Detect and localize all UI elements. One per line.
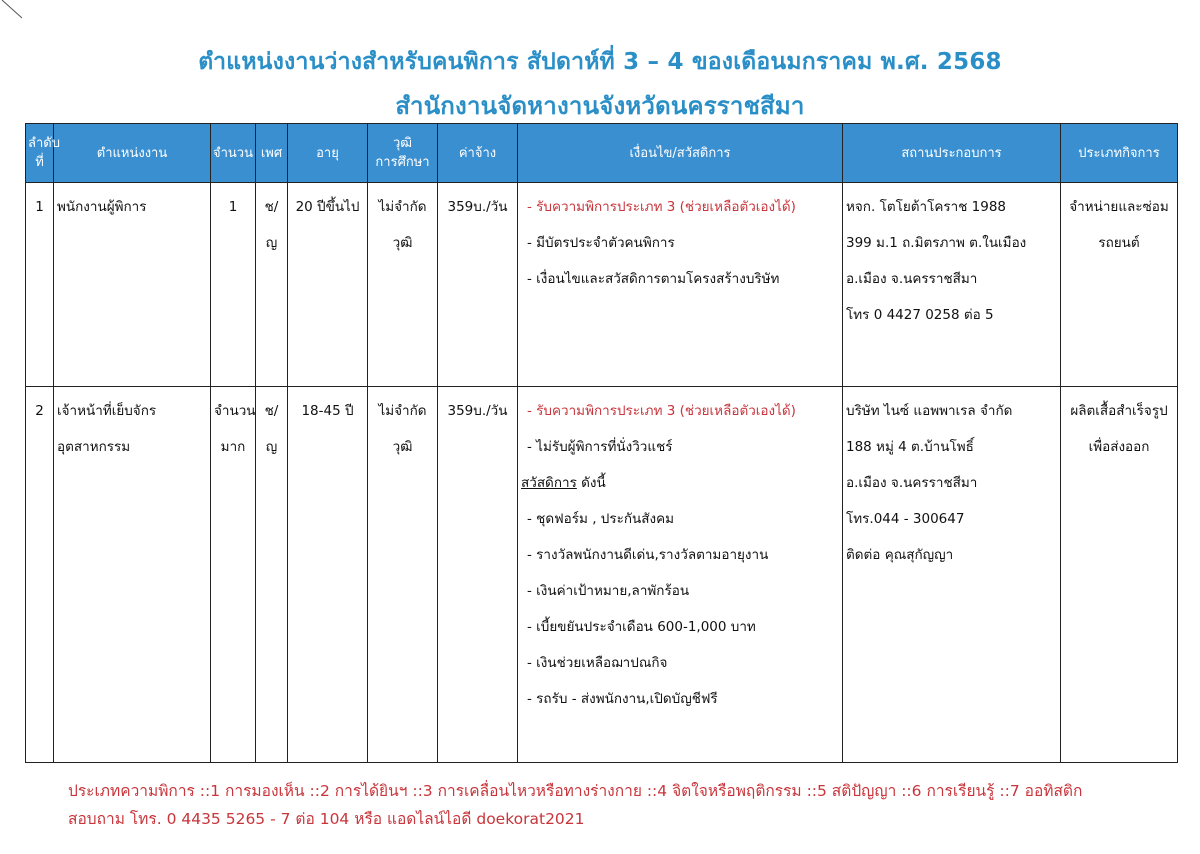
employer-name: บริษัท ไนซ์ แอพพาเรล จำกัด	[846, 403, 1013, 419]
employer-address: อ.เมือง จ.นครราชสีมา	[846, 475, 978, 491]
header-wage: ค่าจ้าง	[438, 124, 518, 183]
cell-wage: 359บ./วัน	[438, 183, 518, 387]
condition-item: - เงื่อนไขและสวัสดิการตามโครงสร้างบริษัท	[527, 271, 780, 287]
cell-conditions	[518, 387, 843, 763]
cell-position: พนักงานผู้พิการ	[54, 183, 211, 387]
benefits-heading: สวัสดิการ ดังนี้	[521, 475, 606, 491]
scan-corner-mark	[0, 0, 40, 30]
header-gender: เพศ	[256, 124, 288, 183]
employer-name: หจก. โตโยต้าโคราช 1988	[846, 199, 1007, 215]
benefit-item: - รางวัลพนักงานดีเด่น,รางวัลตามอายุงาน	[527, 547, 769, 563]
header-business: ประเภทกิจการ	[1061, 124, 1178, 183]
cell-no: 1	[26, 183, 54, 387]
benefit-item: - เงินค่าเป้าหมาย,ลาพักร้อน	[527, 583, 690, 599]
cell-gender: ช/ญ	[256, 387, 288, 763]
cell-business: จำหน่ายและซ่อม รถยนต์	[1061, 183, 1178, 387]
employer-address: อ.เมือง จ.นครราชสีมา	[846, 271, 978, 287]
employer-contact: ติดต่อ คุณสุกัญญา	[846, 547, 954, 563]
cell-age: 20 ปีขึ้นไป	[288, 183, 368, 387]
disability-type-legend: ประเภทความพิการ ::1 การมองเห็น ::2 การได้ยินฯ ::3 การเคลื่อนไหวหรือทางร่างกาย ::4 จิตใจหรือพฤติกรรม ::5 สติปัญญา ::6 การเรียนรู้ ::7 ออทิสติก	[68, 782, 1083, 800]
condition-item: - มีบัตรประจำตัวคนพิการ	[527, 235, 675, 251]
header-education: วุฒิ การศึกษา	[368, 124, 438, 183]
cell-employer	[843, 387, 1061, 763]
cell-education: ไม่จำกัดวุฒิ	[368, 387, 438, 763]
page-title: ตำแหน่งงานว่างสำหรับคนพิการ สัปดาห์ที่ 3 – 4 ของเดือนมกราคม พ.ศ. 2568	[198, 49, 1002, 75]
condition-item: - ไม่รับผู้พิการที่นั่งวิวแชร์	[527, 439, 673, 455]
job-vacancy-table	[25, 123, 1178, 763]
cell-age: 18-45 ปี	[288, 387, 368, 763]
condition-disability-type: - รับความพิการประเภท 3 (ช่วยเหลือตัวเองได้)	[527, 199, 796, 215]
header-employer: สถานประกอบการ	[843, 124, 1061, 183]
cell-count: จำนวน มาก	[211, 387, 256, 763]
employer-phone: โทร 0 4427 0258 ต่อ 5	[846, 307, 994, 323]
header-conditions: เงื่อนไข/สวัสดิการ	[518, 124, 843, 183]
cell-no: 2	[26, 387, 54, 763]
cell-employer	[843, 183, 1061, 387]
employer-phone: โทร.044 - 300647	[846, 511, 965, 527]
header-count: จำนวน	[211, 124, 256, 183]
cell-gender: ช/ญ	[256, 183, 288, 387]
cell-education: ไม่จำกัดวุฒิ	[368, 183, 438, 387]
cell-wage: 359บ./วัน	[438, 387, 518, 763]
benefit-item: - ชุดฟอร์ม , ประกันสังคม	[527, 511, 675, 527]
contact-info: สอบถาม โทร. 0 4435 5265 - 7 ต่อ 104 หรือ แอดไลน์ไอดี doekorat2021	[68, 810, 585, 828]
benefit-item: - เงินช่วยเหลือฌาปณกิจ	[527, 655, 668, 671]
cell-conditions	[518, 183, 843, 387]
benefit-item: - เบี้ยขยันประจำเดือน 600-1,000 บาท	[527, 619, 756, 635]
table-header-row	[26, 124, 1178, 183]
cell-business: ผลิตเสื้อสำเร็จรูป เพื่อส่งออก	[1061, 387, 1178, 763]
cell-count: 1	[211, 183, 256, 387]
condition-disability-type: - รับความพิการประเภท 3 (ช่วยเหลือตัวเองได้)	[527, 403, 796, 419]
benefit-item: - รถรับ - ส่งพนักงาน,เปิดบัญชีฟรี	[527, 691, 718, 707]
cell-position: เจ้าหน้าที่เย็บจักร อุตสาหกรรม	[54, 387, 211, 763]
employer-address: 188 หมู่ 4 ต.บ้านโพธิ์	[846, 439, 974, 455]
employer-address: 399 ม.1 ถ.มิตรภาพ ต.ในเมือง	[846, 235, 1027, 251]
header-age: อายุ	[288, 124, 368, 183]
table-row	[26, 183, 1178, 387]
page-subtitle: สำนักงานจัดหางานจังหวัดนครราชสีมา	[395, 92, 805, 120]
header-no: ลำดับ ที่	[26, 124, 54, 183]
table-row	[26, 387, 1178, 763]
header-position: ตำแหน่งงาน	[54, 124, 211, 183]
